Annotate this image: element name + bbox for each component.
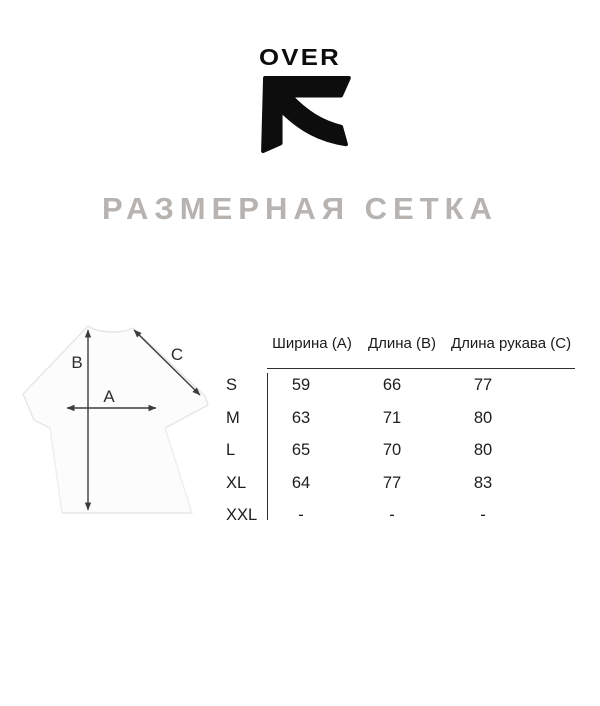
label-a: A: [103, 387, 115, 406]
col-header-sleeve: Длина рукава (С): [450, 335, 572, 352]
table-row: [225, 499, 575, 532]
length-value: 66: [382, 376, 402, 395]
table-row: [225, 434, 575, 467]
length-value: 70: [382, 441, 402, 460]
width-value: -: [298, 506, 304, 525]
brand-arrow-icon: [258, 75, 352, 155]
label-b: B: [71, 353, 83, 372]
label-c: C: [170, 345, 184, 364]
col-header-width: Ширина (А): [272, 335, 352, 352]
corner-cell: [225, 330, 267, 368]
width-value: 65: [291, 441, 311, 460]
size-label: M: [226, 408, 240, 427]
table-row: [225, 369, 575, 402]
header-divider: [267, 368, 575, 369]
sleeve-value: 83: [473, 473, 493, 492]
size-label: S: [226, 376, 238, 395]
column-divider: [267, 373, 268, 520]
col-header-length: Длина (В): [367, 335, 437, 352]
table-row: [225, 402, 575, 435]
sleeve-value: 77: [473, 376, 493, 395]
width-value: 59: [291, 376, 311, 395]
length-value: 77: [382, 473, 402, 492]
size-label: XXL: [226, 506, 258, 525]
sleeve-value: 80: [473, 441, 493, 460]
size-label: L: [226, 441, 236, 460]
length-value: -: [389, 506, 395, 525]
length-value: 71: [382, 408, 402, 427]
width-value: 64: [291, 473, 311, 492]
tshirt-measurement-diagram: [20, 316, 220, 520]
page-title: РАЗМЕРНАЯ СЕТКА: [102, 191, 498, 226]
sleeve-value: -: [480, 506, 486, 525]
size-table-body: [225, 368, 575, 532]
sleeve-value: 80: [473, 408, 493, 427]
size-table: [225, 330, 575, 532]
width-value: 63: [291, 408, 311, 427]
size-table-header: [225, 330, 575, 368]
table-row: [225, 467, 575, 500]
brand-wordmark: OVER: [259, 44, 341, 70]
size-label: XL: [226, 473, 247, 492]
